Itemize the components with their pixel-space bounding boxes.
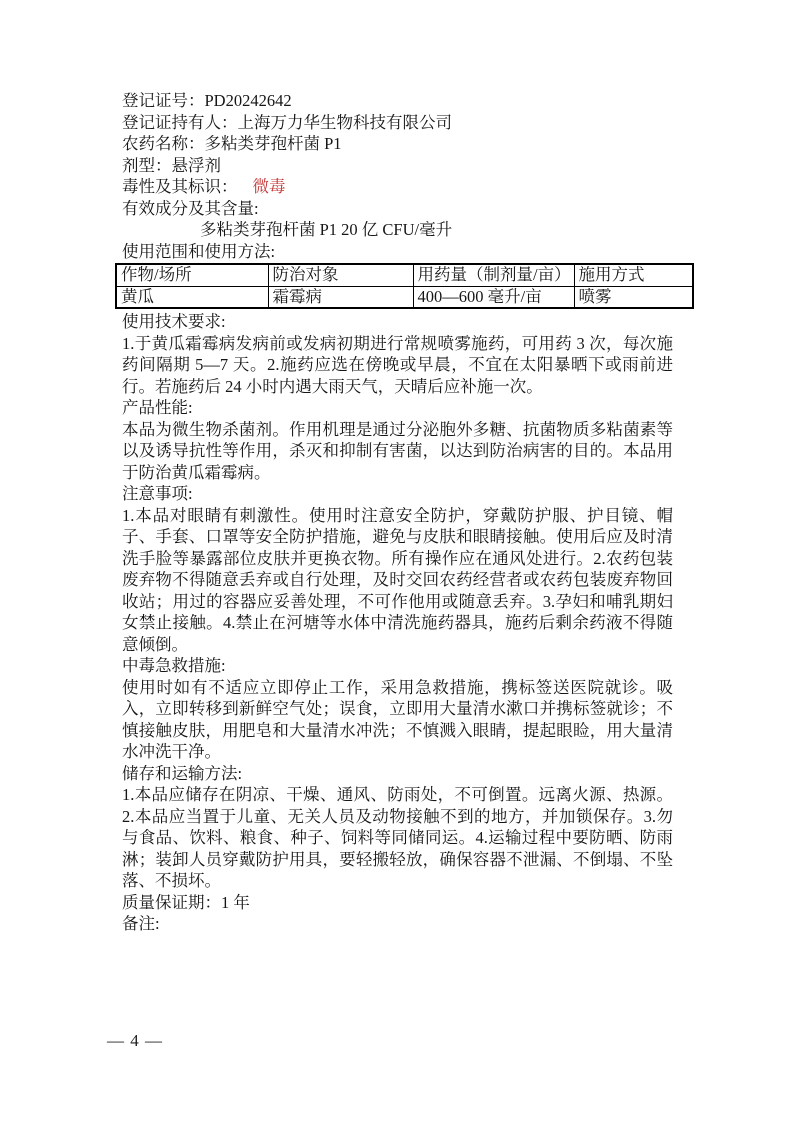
cell-method: 喷雾 [574, 286, 693, 308]
page-number: — 4 — [107, 1031, 163, 1050]
toxicity-line [122, 176, 673, 198]
storage-transport-heading: 储存和运输方法: [122, 763, 243, 783]
tech-requirements-heading: 使用技术要求: [122, 312, 226, 331]
precautions-heading: 注意事项: [122, 484, 193, 503]
usage-table [115, 263, 694, 309]
column-header-method: 施用方式 [574, 264, 693, 286]
first-aid-text: 使用时如有不适应立即停止工作，采用急救措施，携标签送医院就诊。吸入，立即转移到新鲜空气处；误食，立即用大量清水漱口并携标签就诊；不慎接触皮肤，用肥皂和大量清水冲洗；不慎溅入眼睛，提起眼睑，用大量清水冲洗干净。 [122, 677, 673, 761]
toxicity-value: 微毒 [252, 177, 286, 196]
product-performance-text: 本品为微生物杀菌剂。作用机理是通过分泌胞外多糖、抗菌物质多粘菌素等以及诱导抗性等作用，杀灭和抑制有害菌，以达到防治病害的目的。本品用于防治黄瓜霜霉病。 [122, 419, 673, 482]
pesticide-name-line: 农药名称：多粘类芽孢杆菌 P1 [122, 134, 342, 153]
first-aid-heading: 中毒急救措施: [122, 656, 226, 675]
column-header-crop: 作物/场所 [116, 264, 268, 286]
cell-crop: 黄瓜 [116, 286, 268, 308]
registration-number-line: 登记证号：PD20242642 [122, 91, 292, 110]
ingredient-heading: 有效成分及其含量: [122, 198, 259, 218]
storage-transport-text: 1.本品应储存在阴凉、干燥、通风、防雨处，不可倒置。远离火源、热源。2.本品应当置于儿童、无关人员及动物接触不到的地方，并加锁保存。3.勿与食品、饮料、粮食、种子、饲料等同储同运。4.运输过程中要防晒、防雨淋；装卸人员穿戴防护用具，要轻搬轻放，确保容器不泄漏、不倒塌、不坠落、不损坏。 [122, 785, 673, 890]
product-performance-heading: 产品性能: [122, 398, 193, 417]
ingredient-content-line: 多粘类芽孢杆菌 P1 20 亿 CFU/毫升 [200, 220, 453, 239]
tech-requirements-text: 1.于黄瓜霜霉病发病前或发病初期进行常规喷雾施药，可用药 3 次，每次施药间隔期 5—7 天。2.施药应选在傍晚或早晨，不宜在太阳暴晒下或雨前进行。若施药后 24 小时内遇大雨天气，天晴后应补施一次。 [122, 333, 673, 396]
column-header-target: 防治对象 [268, 264, 413, 286]
precautions-text: 1.本品对眼睛有刺激性。使用时注意安全防护，穿戴防护服、护目镜、帽子、手套、口罩等安全防护措施，避免与皮肤和眼睛接触。使用后应及时清洗手脸等暴露部位皮肤并更换衣物。所有操作应在通风处进行。2.农药包装废弃物不得随意丢弃或自行处理，及时交回农药经营者或农药包装废弃物回收站；用过的容器应妥善处理，不可作他用或随意丢弃。3.孕妇和哺乳期妇女禁止接触。4.禁止在河塘等水体中清洗施药器具，施药后剩余药液不得随意倾倒。 [122, 505, 673, 654]
cell-dosage: 400—600 毫升/亩 [413, 286, 574, 308]
column-header-dosage: 用药量（制剂量/亩） [413, 264, 574, 286]
warranty-line: 质量保证期：1 年 [122, 892, 250, 912]
formulation-line: 剂型：悬浮剂 [122, 155, 221, 175]
cell-target: 霜霉病 [268, 286, 413, 308]
toxicity-label: 毒性及其标识： [122, 177, 238, 196]
usage-table-row [116, 286, 693, 308]
certificate-holder-line: 登记证持有人：上海万力华生物科技有限公司 [122, 112, 452, 132]
usage-table-header-row [116, 264, 693, 286]
remarks-line: 备注: [122, 914, 160, 933]
document-content [122, 90, 673, 935]
usage-scope-heading: 使用范围和使用方法: [122, 241, 276, 261]
